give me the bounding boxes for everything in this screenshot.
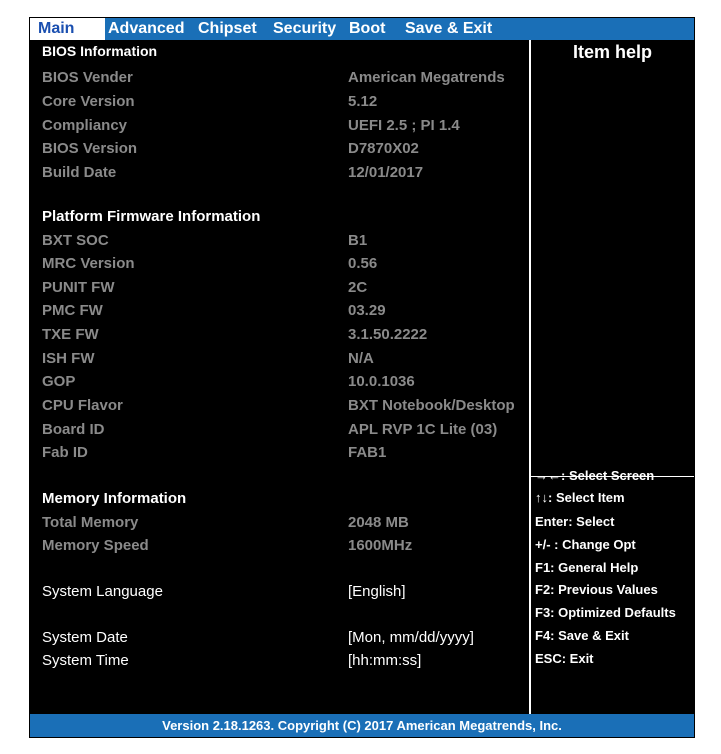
help-key-change-opt: +/- : Change Opt <box>535 537 636 552</box>
help-key-optimized-defaults: F3: Optimized Defaults <box>535 605 676 620</box>
bios-vender-label: BIOS Vender <box>42 69 133 86</box>
menu-bar <box>30 18 694 40</box>
tab-chipset[interactable]: Chipset <box>198 20 257 37</box>
bxt-soc-label: BXT SOC <box>42 232 109 249</box>
fab-id-value: FAB1 <box>348 444 387 461</box>
core-version-label: Core Version <box>42 93 135 110</box>
item-help-title: Item help <box>572 42 652 62</box>
help-panel <box>531 40 694 714</box>
memory-speed-value: 1600MHz <box>348 537 413 554</box>
help-key-previous-values: F2: Previous Values <box>535 582 658 597</box>
fab-id-label: Fab ID <box>42 444 88 461</box>
txe-fw-label: TXE FW <box>42 326 99 343</box>
memory-information-heading: Memory Information <box>42 490 187 507</box>
bios-vender-value: American Megatrends <box>348 69 505 86</box>
help-key-select-item: ↑↓: Select Item <box>535 490 625 505</box>
build-date-label: Build Date <box>42 164 117 181</box>
tab-save-exit[interactable]: Save & Exit <box>405 20 493 37</box>
cpu-flavor-label: CPU Flavor <box>42 397 123 414</box>
total-memory-value: 2048 MB <box>348 514 409 531</box>
system-language-value[interactable]: [English] <box>348 583 406 600</box>
help-key-general-help: F1: General Help <box>535 560 639 575</box>
gop-value: 10.0.1036 <box>348 373 415 390</box>
punit-fw-label: PUNIT FW <box>42 279 115 296</box>
platform-firmware-heading: Platform Firmware Information <box>42 208 261 225</box>
help-key-save-exit: F4: Save & Exit <box>535 628 629 643</box>
help-key-enter: Enter: Select <box>535 514 615 529</box>
tab-security[interactable]: Security <box>273 20 337 37</box>
pmc-fw-value: 03.29 <box>348 302 386 319</box>
help-key-select-screen: →←: Select Screen <box>535 468 655 483</box>
system-time-value[interactable]: [hh:mm:ss] <box>348 652 422 669</box>
system-language-label[interactable]: System Language <box>42 583 163 600</box>
mrc-version-label: MRC Version <box>42 255 135 272</box>
bios-version-value: D7870X02 <box>348 140 419 157</box>
help-key-exit: ESC: Exit <box>535 651 594 666</box>
bios-information-heading: BIOS Information <box>42 43 158 59</box>
ish-fw-value: N/A <box>348 350 374 367</box>
compliancy-value: UEFI 2.5 ; PI 1.4 <box>348 117 460 134</box>
bxt-soc-value: B1 <box>348 232 368 249</box>
system-time-label[interactable]: System Time <box>42 652 129 669</box>
tab-advanced[interactable]: Advanced <box>108 20 185 37</box>
compliancy-label: Compliancy <box>42 117 128 134</box>
build-date-value: 12/01/2017 <box>348 164 424 181</box>
gop-label: GOP <box>42 373 76 390</box>
tab-main[interactable]: Main <box>30 18 105 40</box>
system-date-value[interactable]: [Mon, mm/dd/yyyy] <box>348 629 474 646</box>
tab-boot[interactable]: Boot <box>349 20 386 37</box>
total-memory-label: Total Memory <box>42 514 139 531</box>
cpu-flavor-value: BXT Notebook/Desktop <box>348 397 515 414</box>
punit-fw-value: 2C <box>348 279 368 296</box>
bios-version-label: BIOS Version <box>42 140 138 157</box>
memory-speed-label: Memory Speed <box>42 537 149 554</box>
bios-setup-window <box>29 17 695 738</box>
pmc-fw-label: PMC FW <box>42 302 103 319</box>
mrc-version-value: 0.56 <box>348 255 378 272</box>
board-id-label: Board ID <box>42 421 105 438</box>
ish-fw-label: ISH FW <box>42 350 95 367</box>
footer-copyright: Version 2.18.1263. Copyright (C) 2017 American Megatrends, Inc. <box>30 714 694 737</box>
core-version-value: 5.12 <box>348 93 378 110</box>
system-date-label[interactable]: System Date <box>42 629 128 646</box>
board-id-value: APL RVP 1C Lite (03) <box>348 421 498 438</box>
txe-fw-value: 3.1.50.2222 <box>348 326 428 343</box>
main-panel <box>30 40 528 714</box>
